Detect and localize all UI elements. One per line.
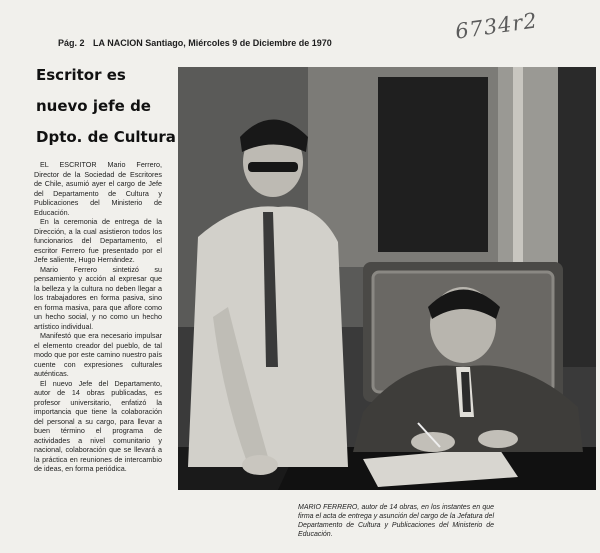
article-paragraph: Manifestó que era necesario impulsar el elemento creador del pueblo, de tal modo que por este camino nuestro país cuente con expresiones culturales auténticas. [34,331,162,378]
page-number: Pág. 2 [58,38,85,48]
photo-illustration [178,67,596,490]
photo-caption: MARIO FERRERO, autor de 14 obras, en los instantes en que firma el acta de entrega y asunción del cargo de la Jefatura del Departamento de Cultura y Publicaciones del Ministerio de Educación. [298,504,494,538]
handwritten-note: 6734r2 [453,8,540,44]
article-paragraph: En la ceremonia de entrega de la Dirección, a la cual asistieron todos los funcionarios del Departamento, el escritor Ferrero fue presentado por el Jefe saliente, Hugo Hernández. [34,217,162,264]
headline-line-3: Dpto. de Cultura [36,128,176,146]
dateline: LA NACION Santiago, Miércoles 9 de Diciembre de 1970 [93,38,332,48]
headline [36,60,176,153]
page-header [58,38,332,48]
headline-line-1: Escritor es [36,66,126,84]
article-paragraph: El nuevo Jefe del Departamento, autor de 14 obras publicadas, es profesor universitario, enfatizó la importancia que tiene la colaboración del personal a su cargo, para llevar a buen término el programa de actividades a nivel comunitario y nacional, colaboración que se llevará a la práctica en reuniones de intercambio de ideas, en forma periódica. [34,378,162,473]
article-body [34,160,162,474]
article-paragraph: Mario Ferrero sintetizó su pensamiento y acción al expresar que la belleza y la cultura no deben llegar a los trabajadores en forma pasiva, sino en forma masiva, para que aflore como un hecho social, y no como un hecho artístico individual. [34,264,162,331]
headline-line-2: nuevo jefe de [36,97,151,115]
article-paragraph: EL ESCRITOR Mario Ferrero, Director de la Sociedad de Escritores de Chile, asumió ayer el cargo de Jefe del Departamento de Cultura y Publicaciones del Ministerio de Educación. [34,160,162,217]
news-photo [178,67,596,490]
